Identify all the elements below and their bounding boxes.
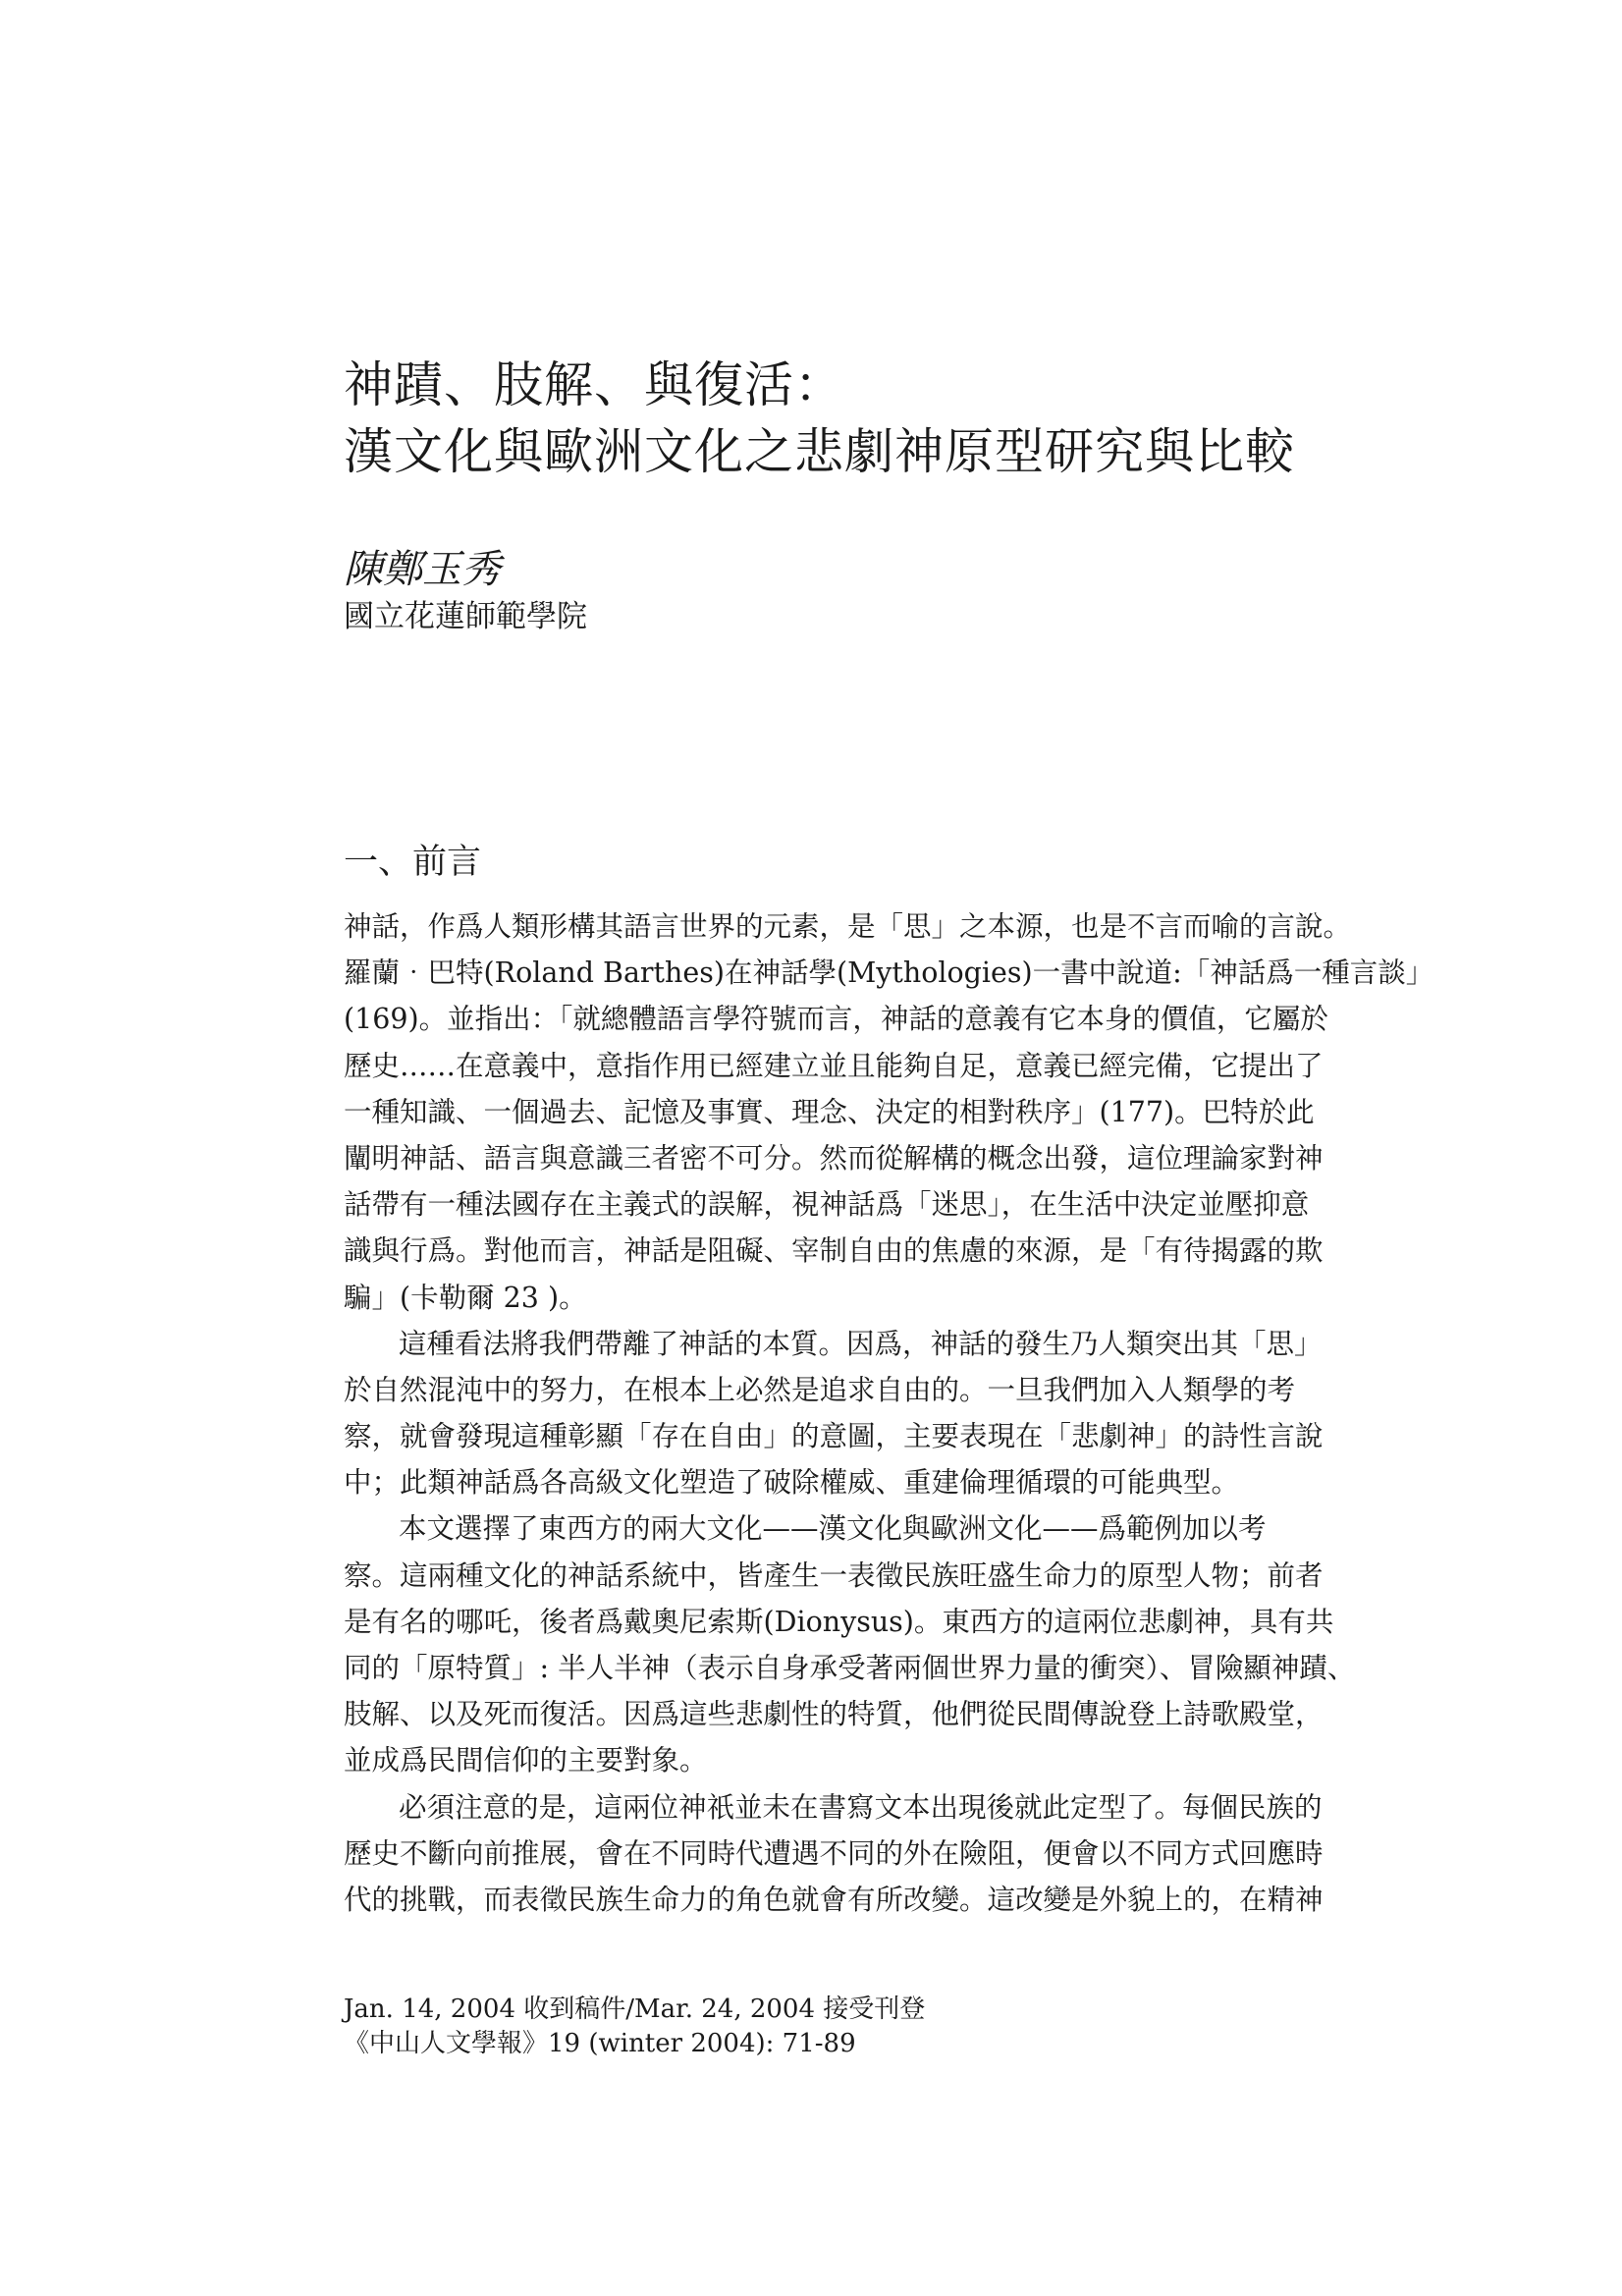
body-line: 肢解、以及死而復活。因爲這些悲劇性的特質，他們從民間傳說登上詩歌殿堂， xyxy=(344,1698,1324,1731)
author-affiliation: 國立花蓮師範學院 xyxy=(344,599,587,634)
journal-citation: 《中山人文學報》19 (winter 2004): 71-89 xyxy=(344,2029,856,2058)
body-line: 識與行爲。對他而言，神話是阻礙、宰制自由的焦慮的來源，是「有待揭露的欺 xyxy=(344,1234,1324,1268)
body-line: (169)。並指出：「就總體語言學符號而言，神話的意義有它本身的價值，它屬於 xyxy=(344,1003,1328,1036)
body-line: 必須注意的是，這兩位神祇並未在書寫文本出現後就此定型了。每個民族的 xyxy=(399,1790,1323,1824)
author-name: 陳鄭玉秀 xyxy=(344,547,501,592)
body-line: 神話，作爲人類形構其語言世界的元素，是「思」之本源，也是不言而喻的言說。 xyxy=(344,910,1352,943)
body-line: 騙」(卡勒爾 23 )。 xyxy=(344,1281,587,1314)
title-line-1: 神蹟、肢解、與復活： xyxy=(344,356,844,413)
body-line: 本文選擇了東西方的兩大文化——漢文化與歐洲文化——爲範例加以考 xyxy=(399,1512,1267,1546)
body-line: 這種看法將我們帶離了神話的本質。因爲，神話的發生乃人類突出其「思」 xyxy=(399,1327,1323,1360)
body-text xyxy=(344,903,1434,1923)
received-date: Jan. 14, 2004 收到稿件/Mar. 24, 2004 接受刊登 xyxy=(344,1995,926,2024)
body-line: 察，就會發現這種彰顯「存在自由」的意圖，主要表現在「悲劇神」的詩性言說 xyxy=(344,1420,1324,1453)
title-line-2: 漢文化與歐洲文化之悲劇神原型研究與比較 xyxy=(344,423,1295,480)
body-line: 並成爲民間信仰的主要對象。 xyxy=(344,1744,708,1777)
body-line: 歷史……在意義中，意指作用已經建立並且能夠自足，意義已經完備，它提出了 xyxy=(344,1049,1324,1082)
body-line: 於自然混沌中的努力，在根本上必然是追求自由的。一旦我們加入人類學的考 xyxy=(344,1373,1296,1406)
body-line: 是有名的哪吒，後者爲戴奧尼索斯(Dionysus)。東西方的這兩位悲劇神，具有共 xyxy=(344,1605,1334,1638)
body-line: 代的挑戰，而表徵民族生命力的角色就會有所改變。這改變是外貌上的，在精神 xyxy=(344,1883,1324,1916)
body-line: 中；此類神話爲各高級文化塑造了破除權威、重建倫理循環的可能典型。 xyxy=(344,1466,1240,1500)
body-line: 闡明神話、語言與意識三者密不可分。然而從解構的概念出發，這位理論家對神 xyxy=(344,1141,1324,1175)
body-line: 察。這兩種文化的神話系統中，皆產生一表徵民族旺盛生命力的原型人物；前者 xyxy=(344,1558,1324,1592)
body-line: 話帶有一種法國存在主義式的誤解，視神話爲「迷思」，在生活中決定並壓抑意 xyxy=(344,1188,1310,1222)
footnote xyxy=(344,1993,925,2061)
body-line: 一種知識、一個過去、記憶及事實、理念、決定的相對秩序」(177)。巴特於此 xyxy=(344,1095,1315,1128)
article-title xyxy=(344,352,1325,485)
body-line: 同的「原特質」: 半人半神（表示自身承受著兩個世界力量的衝突）、冒險顯神蹟、 xyxy=(344,1652,1356,1684)
body-line: 羅蘭‧巴特(Roland Barthes)在神話學(Mythologies)一書中說道:「神話爲一種言談」 xyxy=(344,957,1434,990)
section-heading: 一、前言 xyxy=(344,843,482,882)
body-line: 歷史不斷向前推展，會在不同時代遭遇不同的外在險阻，便會以不同方式回應時 xyxy=(344,1836,1324,1870)
